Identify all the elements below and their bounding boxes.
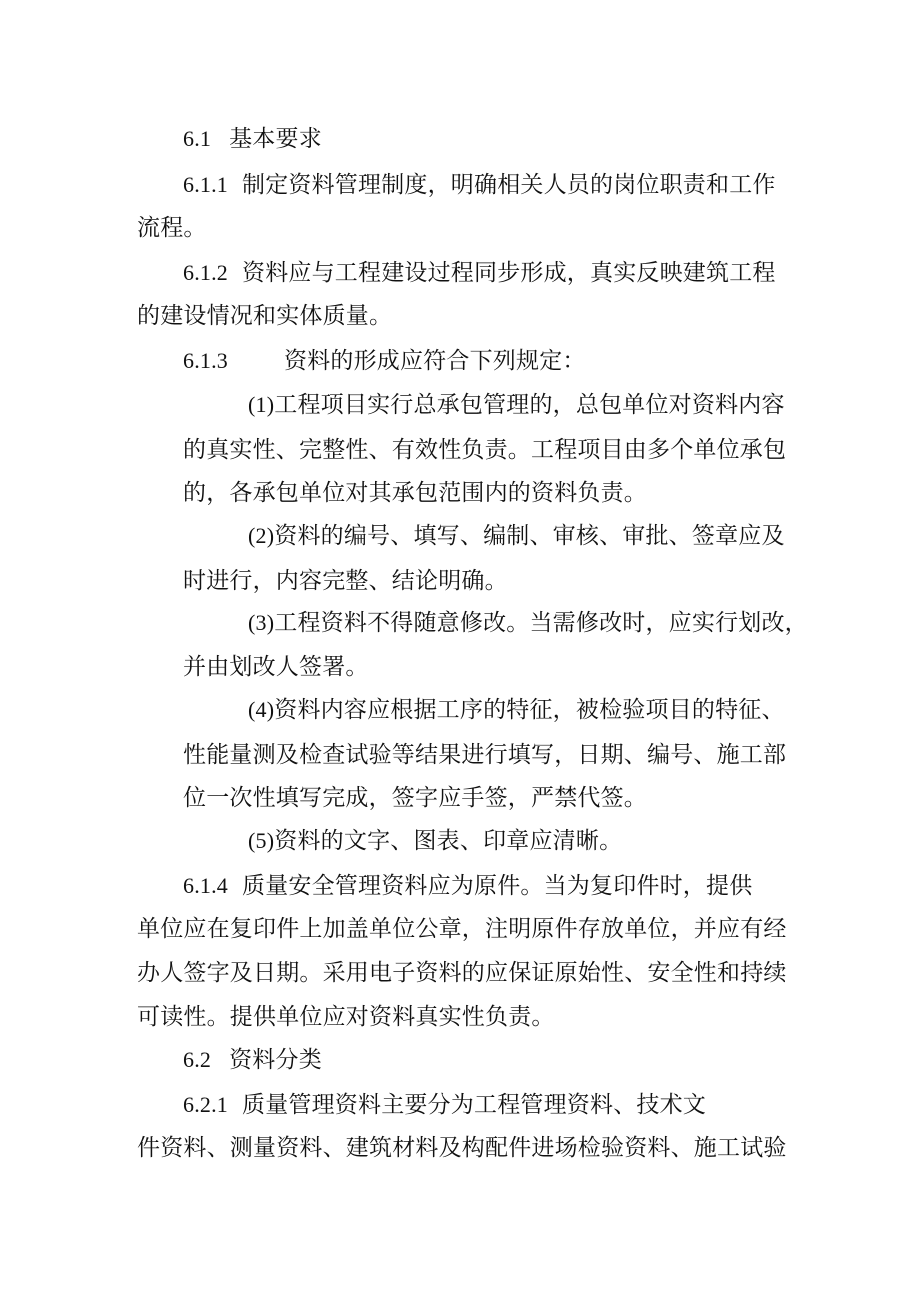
clause-number: 6.1.4 xyxy=(183,873,228,898)
item-text: 资料内容应根据工序的特征，被检验项目的特征、 xyxy=(274,697,785,723)
item-4-line-2: 性能量测及检查试验等结果进行填写，日期、编号、施工部 xyxy=(183,742,787,768)
clause-6-1-1-line-1 xyxy=(183,170,776,200)
item-1-line-3: 的，各承包单位对其承包范围内的资料负责。 xyxy=(183,480,647,506)
item-3-line-2: 并由划改人签署。 xyxy=(183,654,369,680)
item-1-line-2: 的真实性、完整性、有效性负责。工程项目由多个单位承包 xyxy=(183,437,787,463)
clause-6-1-2-line-2: 的建设情况和实体质量。 xyxy=(137,303,393,329)
clause-6-1-4-line-4: 可读性。提供单位应对资料真实性负责。 xyxy=(137,1004,555,1030)
item-label: (3) xyxy=(248,610,275,635)
clause-number: 6.1.2 xyxy=(183,260,228,285)
clause-number: 6.2.1 xyxy=(183,1092,228,1117)
item-text: 工程项目实行总承包管理的，总包单位对资料内容 xyxy=(274,392,785,418)
clause-6-1-4-line-1 xyxy=(183,871,752,901)
clause-6-2-1-line-1 xyxy=(183,1090,706,1120)
clause-number: 6.1.3 xyxy=(183,348,228,373)
item-4-line-3: 位一次性填写完成，签字应手签，严禁代签。 xyxy=(183,785,647,811)
item-label: (4) xyxy=(248,697,275,722)
item-label: (2) xyxy=(248,523,275,548)
clause-6-1-2-line-1 xyxy=(183,258,776,288)
clause-text: 质量安全管理资料应为原件。当为复印件时，提供 xyxy=(242,873,753,899)
section-title: 基本要求 xyxy=(229,126,322,152)
section-heading-6-1 xyxy=(183,124,322,154)
item-3-line-1 xyxy=(248,608,808,638)
item-label: (1) xyxy=(248,392,275,417)
clause-6-1-3-line-1 xyxy=(183,346,586,376)
item-text: 工程资料不得随意修改。当需修改时，应实行划改， xyxy=(274,610,808,636)
clause-number: 6.1.1 xyxy=(183,172,228,197)
clause-6-1-1-line-2: 流程。 xyxy=(137,215,207,241)
item-5-line-1 xyxy=(248,826,622,856)
item-4-line-1 xyxy=(248,695,785,725)
section-title: 资料分类 xyxy=(229,1047,322,1073)
clause-6-1-4-line-3: 办人签字及日期。采用电子资料的应保证原始性、安全性和持续 xyxy=(137,960,787,986)
section-number: 6.2 xyxy=(183,1047,212,1072)
item-text: 资料的编号、填写、编制、审核、审批、签章应及 xyxy=(274,523,785,549)
clause-6-2-1-line-2: 件资料、测量资料、建筑材料及构配件进场检验资料、施工试验 xyxy=(137,1135,787,1161)
item-label: (5) xyxy=(248,828,275,853)
item-text: 资料的文字、图表、印章应清晰。 xyxy=(274,828,623,854)
clause-6-1-4-line-2: 单位应在复印件上加盖单位公章，注明原件存放单位，并应有经 xyxy=(137,916,787,942)
item-2-line-2: 时进行，内容完整、结论明确。 xyxy=(183,568,508,594)
clause-text: 资料的形成应符合下列规定： xyxy=(284,348,586,374)
clause-text: 制定资料管理制度，明确相关人员的岗位职责和工作 xyxy=(242,172,776,198)
section-number: 6.1 xyxy=(183,126,212,151)
item-1-line-1 xyxy=(248,390,785,420)
clause-text: 质量管理资料主要分为工程管理资料、技术文 xyxy=(242,1092,706,1118)
clause-text: 资料应与工程建设过程同步形成，真实反映建筑工程 xyxy=(242,260,776,286)
section-heading-6-2 xyxy=(183,1045,322,1075)
item-2-line-1 xyxy=(248,521,785,551)
